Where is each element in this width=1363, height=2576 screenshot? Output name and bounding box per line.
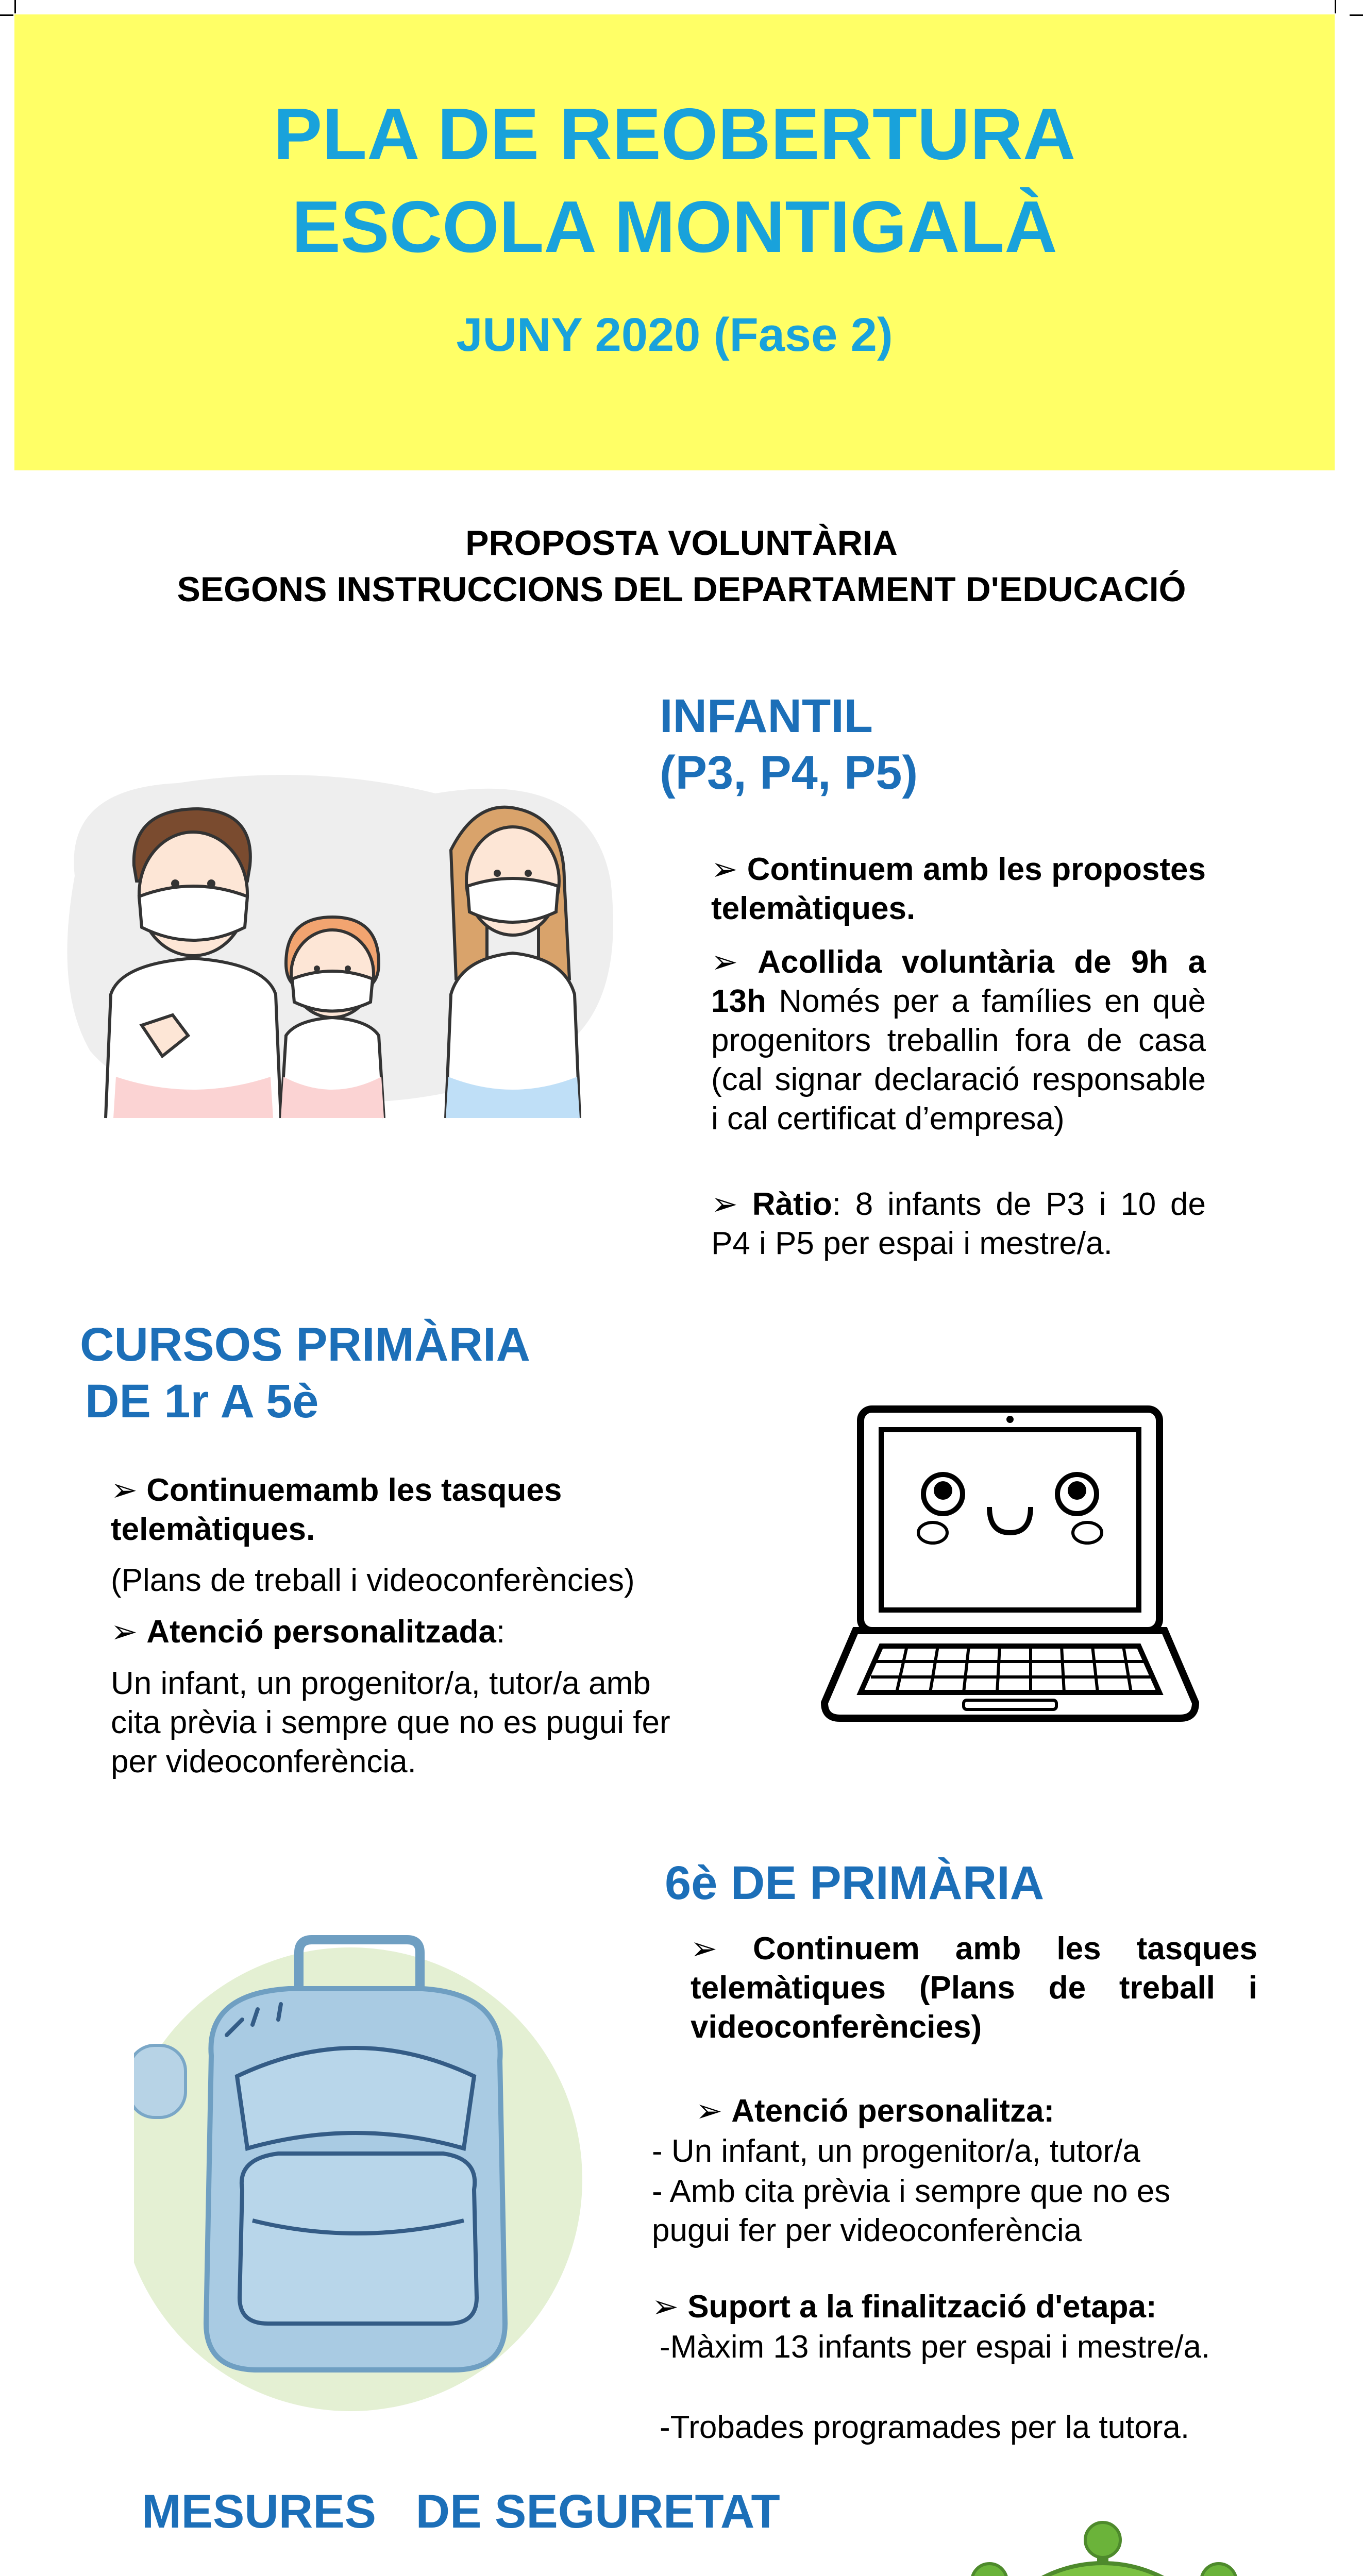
header-banner (14, 14, 1335, 470)
infantil-bullet-3-text: : 8 infants de P3 i 10 de P4 i P5 per espai i mestre/a. (711, 1187, 1206, 1261)
crop-mark-top-right (1335, 0, 1336, 13)
virus-mask-illustration (922, 2519, 1283, 2576)
sise-bullet-3-bold: Suport a la finalització d'etapa: (687, 2289, 1157, 2325)
infantil-subtitle: (P3, P4, P5) (660, 747, 918, 799)
primaria-bullet-2-bold: Atenció personalitzada (146, 1614, 496, 1650)
infantil-bullet-2: ➢ Acollida voluntària de 9h a 13h Només per a famílies en què progenitors treballin fora de casa (cal signar declaració responsable i cal certificat d’empresa) (711, 944, 1206, 1137)
page-title-line-1: PLA DE REOBERTURA (273, 93, 1076, 175)
mesures-heading: MESURES DE SEGURETAT (142, 2485, 780, 2538)
infantil-title: INFANTIL (660, 690, 873, 742)
primaria-title: CURSOS PRIMÀRIA (80, 1318, 531, 1371)
infantil-bullet-2-text: Només per a famílies en què progenitors treballin fora de casa (cal signar declaració responsable i cal certificat d’empresa) (711, 984, 1206, 1137)
infantil-bullet-1: ➢ Continuem amb les propostes telemàtiques. (711, 852, 1206, 926)
primaria-bullet-1: ➢ Continuemamb les tasques telemàtiques. (111, 1472, 562, 1547)
primaria-subtitle: DE 1r A 5è (85, 1375, 319, 1428)
crop-mark-right (1350, 14, 1363, 16)
infantil-heading (660, 688, 918, 801)
primaria-bullet-1-note: (Plans de treball i videoconferències) (111, 1563, 635, 1598)
sise-bullet-3: ➢ Suport a la finalització d'etapa: (652, 2289, 1157, 2325)
page-title-line-2: ESCOLA MONTIGALÀ (292, 186, 1057, 268)
sise-bullet-2: ➢ Atenció personalitza: (696, 2093, 1055, 2129)
primaria-bullet-2: ➢ Atenció personalitzada: (111, 1614, 506, 1650)
infantil-bullet-1-text: Continuem amb les propostes telemàtiques. (711, 852, 1206, 926)
page-subtitle: JUNY 2020 (Fase 2) (456, 309, 893, 361)
sise-heading: 6è DE PRIMÀRIA (665, 1857, 1045, 1909)
crop-mark-left (0, 14, 13, 16)
sise-bullet-2-bold: Atenció personalitza: (731, 2093, 1055, 2129)
sise-bullet-1: ➢ Continuem amb les tasques telemàtiques (Plans de treball i videoconferències) (691, 1931, 1257, 2045)
laptop-illustration (819, 1399, 1201, 1728)
sise-bullet-1-text: Continuem amb les tasques telemàtiques (Plans de treball i videoconferències) (691, 1931, 1257, 2045)
sise-bullet-3-line-1: -Màxim 13 infants per espai i mestre/a. (660, 2329, 1210, 2365)
intro-line-2: SEGONS INSTRUCCIONS DEL DEPARTAMENT D'EDUCACIÓ (177, 570, 1186, 609)
infantil-bullet-3-bold: Ràtio (752, 1187, 832, 1222)
backpack-illustration (134, 1932, 598, 2427)
infantil-bullet-2-bold: Acollida voluntària de 9h a 13h (711, 944, 1206, 1019)
sise-bullet-3-line-2: -Trobades programades per la tutora. (660, 2410, 1190, 2445)
sise-bullet-2-line-2: - Amb cita prèvia i sempre que no es pugui fer per videoconferència (652, 2174, 1171, 2248)
primaria-bullet-2-text: Un infant, un progenitor/a, tutor/a amb cita prèvia i sempre que no es pugui fer per videoconferència. (111, 1666, 670, 1780)
sise-bullet-2-line-1: - Un infant, un progenitor/a, tutor/a (652, 2133, 1140, 2169)
primaria-bullet-1-text: Continuemamb les tasques telemàtiques. (111, 1472, 562, 1547)
infantil-bullet-3: ➢ Ràtio: 8 infants de P3 i 10 de P4 i P5 per espai i mestre/a. (711, 1187, 1206, 1261)
primaria-heading (80, 1316, 530, 1430)
intro-line-1: PROPOSTA VOLUNTÀRIA (465, 523, 898, 563)
crop-mark-top-left (14, 0, 16, 13)
family-masks-illustration (44, 747, 626, 1139)
